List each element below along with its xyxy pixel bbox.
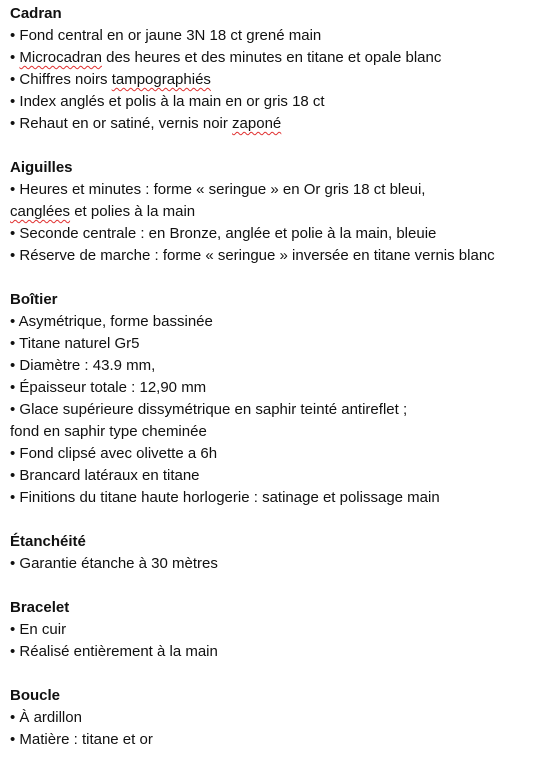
line-text: • Diamètre : 43.9 mm, — [10, 357, 156, 374]
line-text: • Réserve de marche : forme « seringue » inversée en titane vernis blanc — [10, 247, 495, 264]
line-text: • Garantie étanche à 30 mètres — [10, 555, 218, 572]
spec-line — [10, 179, 558, 201]
spec-line — [10, 487, 558, 509]
spec-line — [10, 333, 558, 355]
line-text: des heures et des minutes en titane et opale blanc — [101, 49, 442, 66]
section-heading: Cadran — [10, 5, 62, 22]
spec-line — [10, 421, 558, 443]
section-aiguilles — [10, 157, 558, 267]
section-bracelet — [10, 597, 558, 663]
line-text: • Asymétrique, forme bassinée — [10, 313, 213, 330]
spec-line — [10, 641, 558, 663]
spec-line — [10, 465, 558, 487]
spec-line — [10, 47, 558, 69]
spec-line — [10, 707, 558, 729]
spellcheck-flagged-word: Microcadran — [19, 49, 102, 66]
line-text: • Brancard latéraux en titane — [10, 467, 200, 484]
line-text: • Titane naturel Gr5 — [10, 335, 140, 352]
section-etancheite — [10, 531, 558, 575]
spec-line — [10, 25, 558, 47]
line-text: • Index anglés et polis à la main en or gris 18 ct — [10, 93, 325, 110]
line-text: • Heures et minutes : forme « seringue » en Or gris 18 ct bleui, — [10, 181, 426, 198]
line-text: • Réalisé entièrement à la main — [10, 643, 218, 660]
spec-document — [10, 3, 558, 773]
spec-line — [10, 311, 558, 333]
line-text: • Rehaut en or satiné, vernis noir — [10, 115, 233, 132]
line-text: • — [10, 49, 20, 66]
section-boucle — [10, 685, 558, 751]
spec-line — [10, 69, 558, 91]
spellcheck-flagged-word: zaponé — [232, 115, 282, 132]
section-heading: Bracelet — [10, 599, 70, 616]
line-text: • Épaisseur totale : 12,90 mm — [10, 379, 207, 396]
section-boitier — [10, 289, 558, 509]
spec-line — [10, 245, 558, 267]
section-heading: Étanchéité — [10, 533, 86, 550]
spec-line — [10, 201, 558, 223]
spec-line — [10, 619, 558, 641]
section-heading: Boucle — [10, 687, 61, 704]
line-text: • Fond clipsé avec olivette a 6h — [10, 445, 218, 462]
spec-line — [10, 113, 558, 135]
line-text: et polies à la main — [70, 203, 196, 220]
line-text: • À ardillon — [10, 709, 82, 726]
spec-line — [10, 223, 558, 245]
spec-line — [10, 553, 558, 575]
line-text: • Chiffres noirs — [10, 71, 112, 88]
line-text: • Finitions du titane haute horlogerie : satinage et polissage main — [10, 489, 440, 506]
line-text: • Matière : titane et or — [10, 731, 153, 748]
spec-line — [10, 443, 558, 465]
spellcheck-flagged-word: tampographiés — [111, 71, 211, 88]
spec-line — [10, 377, 558, 399]
spec-line — [10, 91, 558, 113]
spec-line — [10, 399, 558, 421]
line-text: • Seconde centrale : en Bronze, anglée et polie à la main, bleuie — [10, 225, 437, 242]
line-text: fond en saphir type cheminée — [10, 423, 207, 440]
line-text: • Fond central en or jaune 3N 18 ct grené main — [10, 27, 322, 44]
spellcheck-flagged-word: canglées — [10, 203, 71, 220]
section-heading: Aiguilles — [10, 159, 73, 176]
section-heading: Boîtier — [10, 291, 58, 308]
spec-line — [10, 355, 558, 377]
line-text: • Glace supérieure dissymétrique en saphir teinté antireflet ; — [10, 401, 408, 418]
line-text: • En cuir — [10, 621, 67, 638]
section-cadran — [10, 3, 558, 135]
